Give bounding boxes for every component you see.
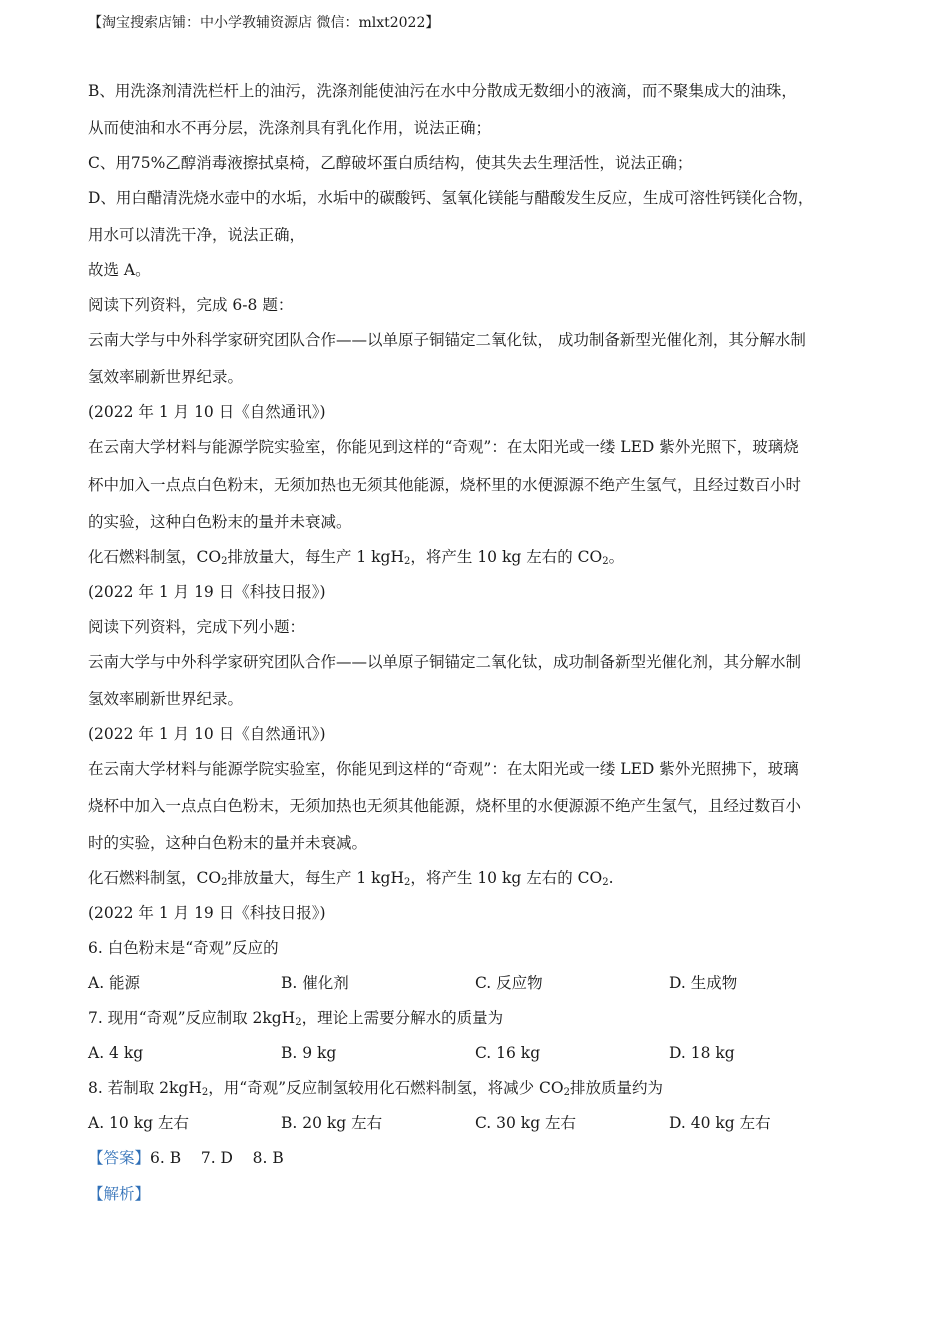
analysis-label: 【解析】 [88,1185,151,1203]
text-line: 阅读下列资料，完成 6-8 题： [88,296,294,314]
text-line: 从而使油和水不再分层，洗涤剂具有乳化作用，说法正确； [88,119,492,137]
q7-option-a: A. 4 kg [88,1044,144,1062]
q6-option-d: D. 生成物 [669,974,738,992]
answer-line [88,1148,284,1168]
q6-option-b: B. 催化剂 [281,974,349,992]
q6-option-a: A. 能源 [88,974,141,992]
text-line: 杯中加入一点点白色粉末，无须加热也无须其他能源，烧杯里的水便源源不绝产生氢气，且经过数百小时 [88,476,802,494]
text-line: C、用75%乙醇消毒液擦拭桌椅，乙醇破坏蛋白质结构，使其失去生理活性，说法正确； [88,154,693,172]
text-line: 用水可以清洗干净，说法正确， [88,226,306,244]
q8-option-b: B. 20 kg 左右 [281,1114,383,1132]
q7-option-b: B. 9 kg [281,1044,337,1062]
q8-option-c: C. 30 kg 左右 [475,1114,577,1132]
text-line: B、用洗涤剂清洗栏杆上的油污，洗涤剂能使油污在水中分散成无数细小的液滴，而不聚集成大的油珠， [88,82,797,100]
text-line: D、用白醋清洗烧水壶中的水垢，水垢中的碳酸钙、氢氧化镁能与醋酸发生反应，生成可溶性钙镁化合物， [88,189,814,207]
source-line: (2022 年 1 月 19 日《科技日报》) [88,583,326,601]
source-line: (2022 年 1 月 19 日《科技日报》) [88,904,326,922]
q8-option-d: D. 40 kg 左右 [669,1114,771,1132]
text-line: 云南大学与中外科学家研究团队合作——以单原子铜锚定二氧化钛， 成功制备新型光催化剂，其分解水制 [88,331,806,349]
text-line: 氢效率刷新世界纪录。 [88,368,244,386]
answer-text: 6. B 7. D 8. B [150,1149,284,1167]
text-line: (2022 年 1 月 10 日《自然通讯》) [88,403,326,421]
text-line: 故选 A。 [88,261,151,279]
q7-option-d: D. 18 kg [669,1044,735,1062]
text-line: 时的实验，这种白色粉末的量并未衰减。 [88,834,368,852]
q8-option-a: A. 10 kg 左右 [88,1114,189,1132]
question-7-stem: 7. 现用“奇观”反应制取 2kgH$_2$，理论上需要分解水的质量为 [88,1009,504,1028]
text-line: 的实验，这种白色粉末的量并未衰减。 [88,513,352,531]
question-6-stem: 6. 白色粉末是“奇观”反应的 [88,939,279,957]
text-line: 在云南大学材料与能源学院实验室，你能见到这样的“奇观”：在太阳光或一缕 LED 紫外光照拂下，玻璃 [88,760,799,778]
fossil-fuel-line: 化石燃料制氢，$CO_2$排放量大，每生产 1 kgH$_2$，将产生 10 kg 左右的 $CO_2$。 [88,548,625,567]
text-line: 氢效率刷新世界纪录。 [88,690,244,708]
watermark-header: 【淘宝搜索店铺：中小学教辅资源店 微信：mlxt2022】 [88,15,440,31]
fossil-fuel-line: 化石燃料制氢，$CO_2$排放量大，每生产 1 kgH$_2$，将产生 10 kg 左右的 $CO_2$. [88,869,614,888]
text-line: 阅读下列资料，完成下列小题： [88,618,306,636]
q6-option-c: C. 反应物 [475,974,543,992]
text-line: (2022 年 1 月 10 日《自然通讯》) [88,725,326,743]
question-8-stem: 8. 若制取 2kgH$_2$，用“奇观”反应制氢较用化石燃料制氢，将减少 $CO_2$排放质量约为 [88,1079,663,1098]
text-line: 在云南大学材料与能源学院实验室，你能见到这样的“奇观”：在太阳光或一缕 LED 紫外光照下，玻璃烧 [88,438,799,456]
q7-option-c: C. 16 kg [475,1044,541,1062]
answer-label: 【答案】 [88,1149,151,1167]
text-line: 云南大学与中外科学家研究团队合作——以单原子铜锚定二氧化钛，成功制备新型光催化剂，其分解水制 [88,653,802,671]
text-line: 烧杯中加入一点点白色粉末，无须加热也无须其他能源，烧杯里的水便源源不绝产生氢气，且经过数百小 [88,797,802,815]
